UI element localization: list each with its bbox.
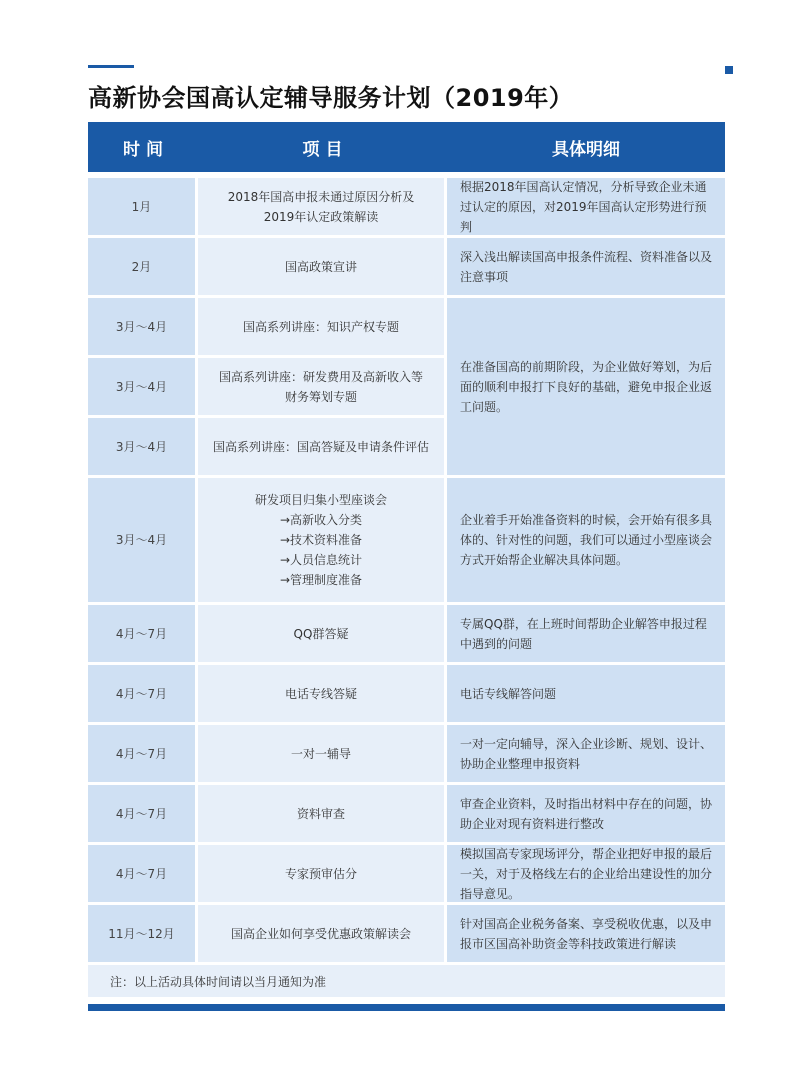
row-time: 4月～7月	[88, 605, 195, 662]
row-item-line: 一对一辅导	[290, 746, 351, 761]
row-time: 2月	[88, 238, 195, 295]
table-header	[88, 122, 725, 172]
row-time: 4月～7月	[88, 845, 195, 902]
table-body	[88, 178, 725, 962]
row-item	[198, 845, 444, 902]
plan-table	[88, 122, 725, 1011]
row-detail: 根据2018年国高认定情况，分析导致企业未通过认定的原因，对2019年国高认定形势进行预判	[447, 178, 725, 235]
row-detail: 针对国高企业税务备案、享受税收优惠，以及申报市区国高补助资金等科技政策进行解读	[447, 905, 725, 962]
header-time: 时 间	[123, 139, 163, 160]
row-item-line: →人员信息统计	[279, 553, 363, 567]
row-detail: 电话专线解答问题	[447, 665, 725, 722]
corner-square-mark	[725, 66, 733, 74]
header-detail: 具体明细	[552, 139, 620, 160]
row-item-line: 专家预审估分	[284, 866, 357, 881]
row-item-line: →管理制度准备	[279, 573, 363, 587]
row-item	[198, 478, 444, 602]
row-item-line: 2018年国高申报未通过原因分析及	[227, 189, 415, 204]
row-time: 3月～4月	[88, 358, 195, 415]
row-detail: 审查企业资料，及时指出材料中存在的问题，协助企业对现有资料进行整改	[447, 785, 725, 842]
row-item	[198, 725, 444, 782]
row-detail: 一对一定向辅导，深入企业诊断、规划、设计、协助企业整理申报资料	[447, 725, 725, 782]
row-time: 3月～4月	[88, 478, 195, 602]
row-item-line: →高新收入分类	[279, 513, 363, 527]
row-item-line: 国高系列讲座：研发费用及高新收入等	[218, 369, 423, 384]
row-time: 4月～7月	[88, 665, 195, 722]
row-time: 4月～7月	[88, 725, 195, 782]
row-item-line: →技术资料准备	[279, 533, 363, 547]
row-detail: 企业着手开始准备资料的时候，会开始有很多具体的、针对性的问题，我们可以通过小型座谈会方式开始帮企业解决具体问题。	[447, 478, 725, 602]
row-item-line: QQ群答疑	[293, 626, 349, 641]
row-item	[198, 665, 444, 722]
bottom-bar	[88, 1004, 725, 1011]
row-item	[198, 785, 444, 842]
table-note: 注：以上活动具体时间请以当月通知为准	[88, 965, 725, 997]
row-time: 3月～4月	[88, 298, 195, 355]
row-item-line: 国高系列讲座：知识产权专题	[242, 319, 399, 334]
row-time: 3月～4月	[88, 418, 195, 475]
row-item-line: 电话专线答疑	[284, 686, 357, 701]
page-title: 高新协会国高认定辅导服务计划（2019年）	[88, 84, 574, 112]
row-item	[198, 905, 444, 962]
row-item-line: 国高系列讲座：国高答疑及申请条件评估	[212, 439, 429, 454]
row-item-line: 研发项目归集小型座谈会	[254, 493, 387, 507]
row-time: 4月～7月	[88, 785, 195, 842]
row-detail: 深入浅出解读国高申报条件流程、资料准备以及注意事项	[447, 238, 725, 295]
top-accent-bar	[88, 65, 134, 68]
row-item-line: 国高企业如何享受优惠政策解读会	[230, 926, 411, 941]
row-item	[198, 238, 444, 295]
row-item	[198, 298, 444, 355]
row-time: 1月	[88, 178, 195, 235]
row-item	[198, 605, 444, 662]
row-time: 11月～12月	[88, 905, 195, 962]
merged-detail: 在准备国高的前期阶段，为企业做好筹划，为后面的顺利申报打下良好的基础，避免申报企业返工问题。	[447, 298, 725, 475]
row-item	[198, 358, 444, 415]
row-item-line: 财务筹划专题	[284, 389, 357, 404]
row-detail: 模拟国高专家现场评分，帮企业把好申报的最后一关，对于及格线左右的企业给出建设性的加分指导意见。	[447, 845, 725, 902]
row-item-line: 资料审查	[296, 806, 345, 821]
row-item-line: 2019年认定政策解读	[263, 209, 379, 224]
row-item-line: 国高政策宣讲	[284, 259, 357, 274]
row-item	[198, 418, 444, 475]
row-detail: 专属QQ群，在上班时间帮助企业解答申报过程中遇到的问题	[447, 605, 725, 662]
row-item	[198, 178, 444, 235]
header-item: 项 目	[302, 139, 343, 160]
